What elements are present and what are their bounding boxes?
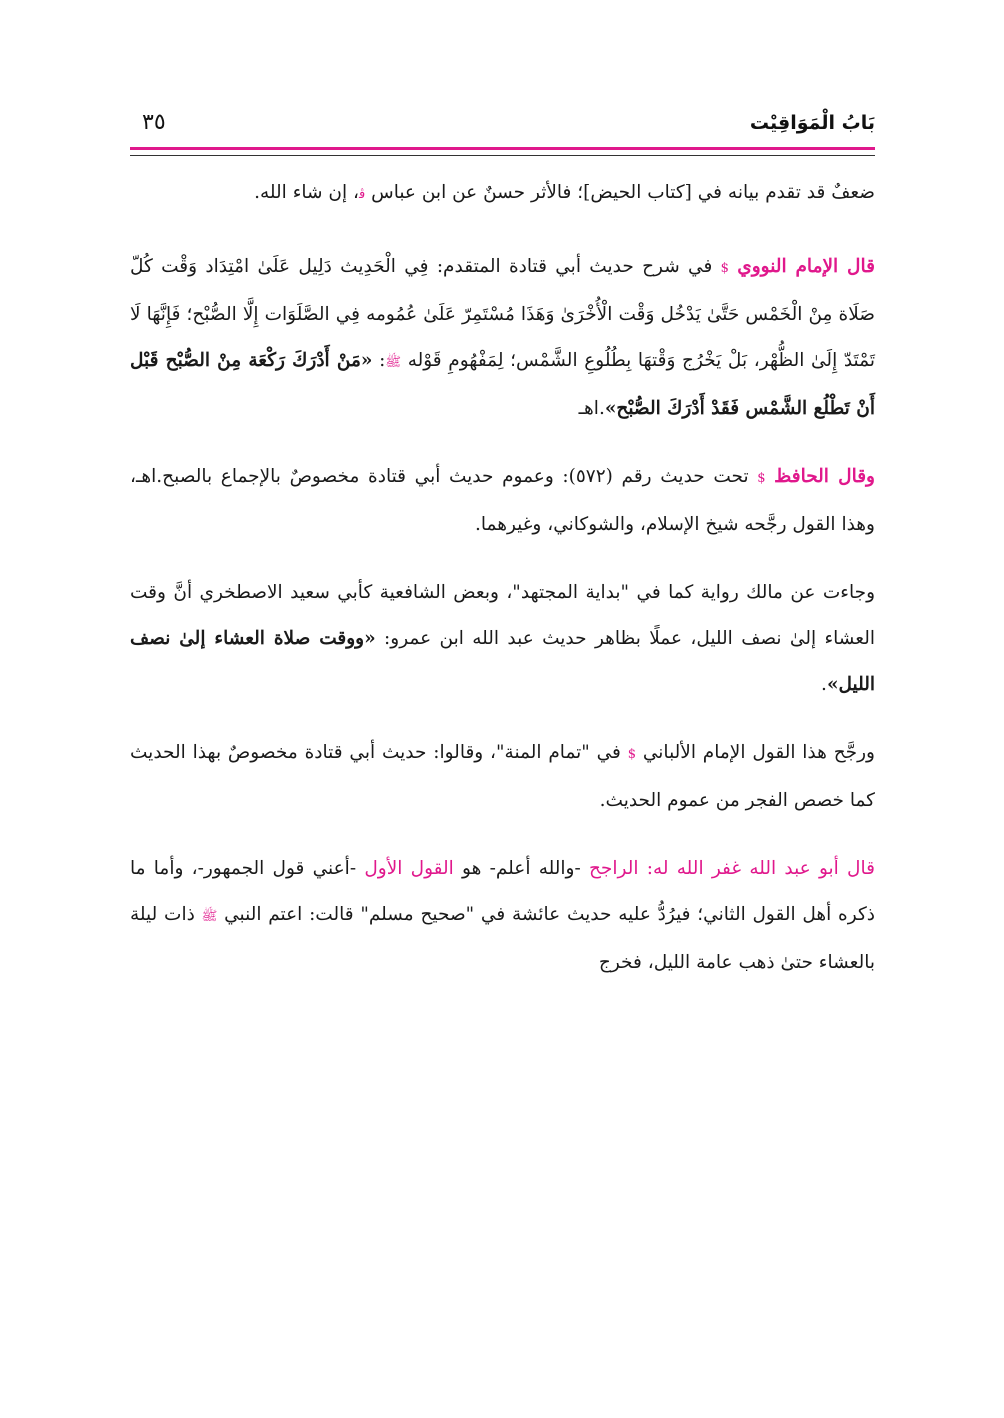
header-rule-pink <box>130 147 875 150</box>
page-header <box>130 108 875 148</box>
prophet-honorific: ﷺ <box>201 909 218 924</box>
p5-before: ورجَّح هذا القول الإمام الألباني <box>642 742 875 763</box>
page-number: ٣٥ <box>142 110 166 135</box>
honorific-mark: $ <box>757 471 766 486</box>
p2-body: فِي الْحَدِيث دَلِيل عَلَىٰ امْتِدَاد وَقْت كُلّ صَلَاة مِنْ الْخَمْس حَتَّىٰ يَدْخُل وَقْت الْأُخْرَىٰ وَهَذَا مُسْتَمِرّ عَلَىٰ عُمُومه فِي الصَّلَوَات إِلَّا الصُّبْح؛ فَإِنَّهَا لَا تَمْتَدّ إِلَىٰ الظُّهْر، بَلْ يَخْرُج وَقْتهَا بِطُلُوعِ الشَّمْس؛ لِمَفْهُومِ قَوْله <box>130 256 875 371</box>
honorific-mark: $ <box>627 747 637 762</box>
chapter-title: بَابُ الْمَوَاقِيْت <box>749 112 875 134</box>
p6-body: -أعني قول الجمهور-، وأما ما ذكره أهل القول الثاني؛ فيرُدُّ عليه حديث عائشة في "صحيح مسلم" قالت: اعتم النبي <box>130 858 876 925</box>
p6-mid: -والله أعلم- هو <box>462 858 581 879</box>
honorific-mark: $ <box>720 261 729 276</box>
paragraph-5 <box>130 730 875 824</box>
p1-tail: ، إن شاء الله. <box>254 182 360 203</box>
honorific-mark: ﭬ <box>359 187 366 202</box>
p5-after: في "تمام المنة"، وقالوا: حديث أبي قتادة مخصوصٌ بهذا الحديث كما خصص الفجر من عموم الحديث. <box>130 742 875 811</box>
paragraph-1 <box>130 170 875 218</box>
paragraph-4 <box>130 570 875 708</box>
paragraph-3 <box>130 454 875 548</box>
p4-end: . <box>821 674 827 695</box>
paragraph-6 <box>130 846 875 986</box>
hadith-quote: «مَنْ أَدْرَكَ رَكْعَة مِنْ الصُّبْح قَبْل أَنْ تَطْلُع الشَّمْس فَقَدْ أَدْرَكَ الصُّبْح» <box>130 350 875 419</box>
rajih-label: الراجح <box>588 858 639 879</box>
p6-tail: ذات ليلة بالعشاء حتىٰ ذهب عامة الليل، فخرج <box>130 904 875 973</box>
header-rule-thin <box>130 155 875 156</box>
p2-end: .اهـ <box>578 398 605 419</box>
author-label: قال أبو عبد الله غفر الله له: <box>646 858 875 879</box>
p3-body: تحت حديث رقم (٥٧٢): وعموم حديث أبي قتادة مخصوصٌ بالإجماع بالصبح.اهـ، وهذا القول رجَّحه شيخ الإسلام، والشوكاني، وغيرهما. <box>130 466 875 535</box>
speaker-label: قال الإمام النووي <box>737 256 875 277</box>
p1-text: ضعفٌ قد تقدم بيانه في [كتاب الحيض]؛ فالأثر حسنٌ عن ابن عباس <box>371 182 875 203</box>
paragraph-2 <box>130 244 875 432</box>
page-body <box>130 170 875 1008</box>
prophet-honorific: ﷺ <box>385 355 402 370</box>
p4-body: وجاءت عن مالك رواية كما في "بداية المجتهد"، وبعض الشافعية كأبي سعيد الاصطخري أنَّ وقت العشاء إلىٰ نصف الليل، عملًا بظاهر حديث عبد الله ابن عمرو: <box>130 582 875 649</box>
p2-intro: في شرح حديث أبي قتادة المتقدم: <box>436 256 713 277</box>
p2-colon: : <box>379 350 386 371</box>
hadith-quote: «ووقت صلاة العشاء إلىٰ نصف الليل» <box>130 628 875 695</box>
speaker-label: وقال الحافظ <box>774 466 875 487</box>
first-opinion-label: القول الأول <box>364 858 454 879</box>
